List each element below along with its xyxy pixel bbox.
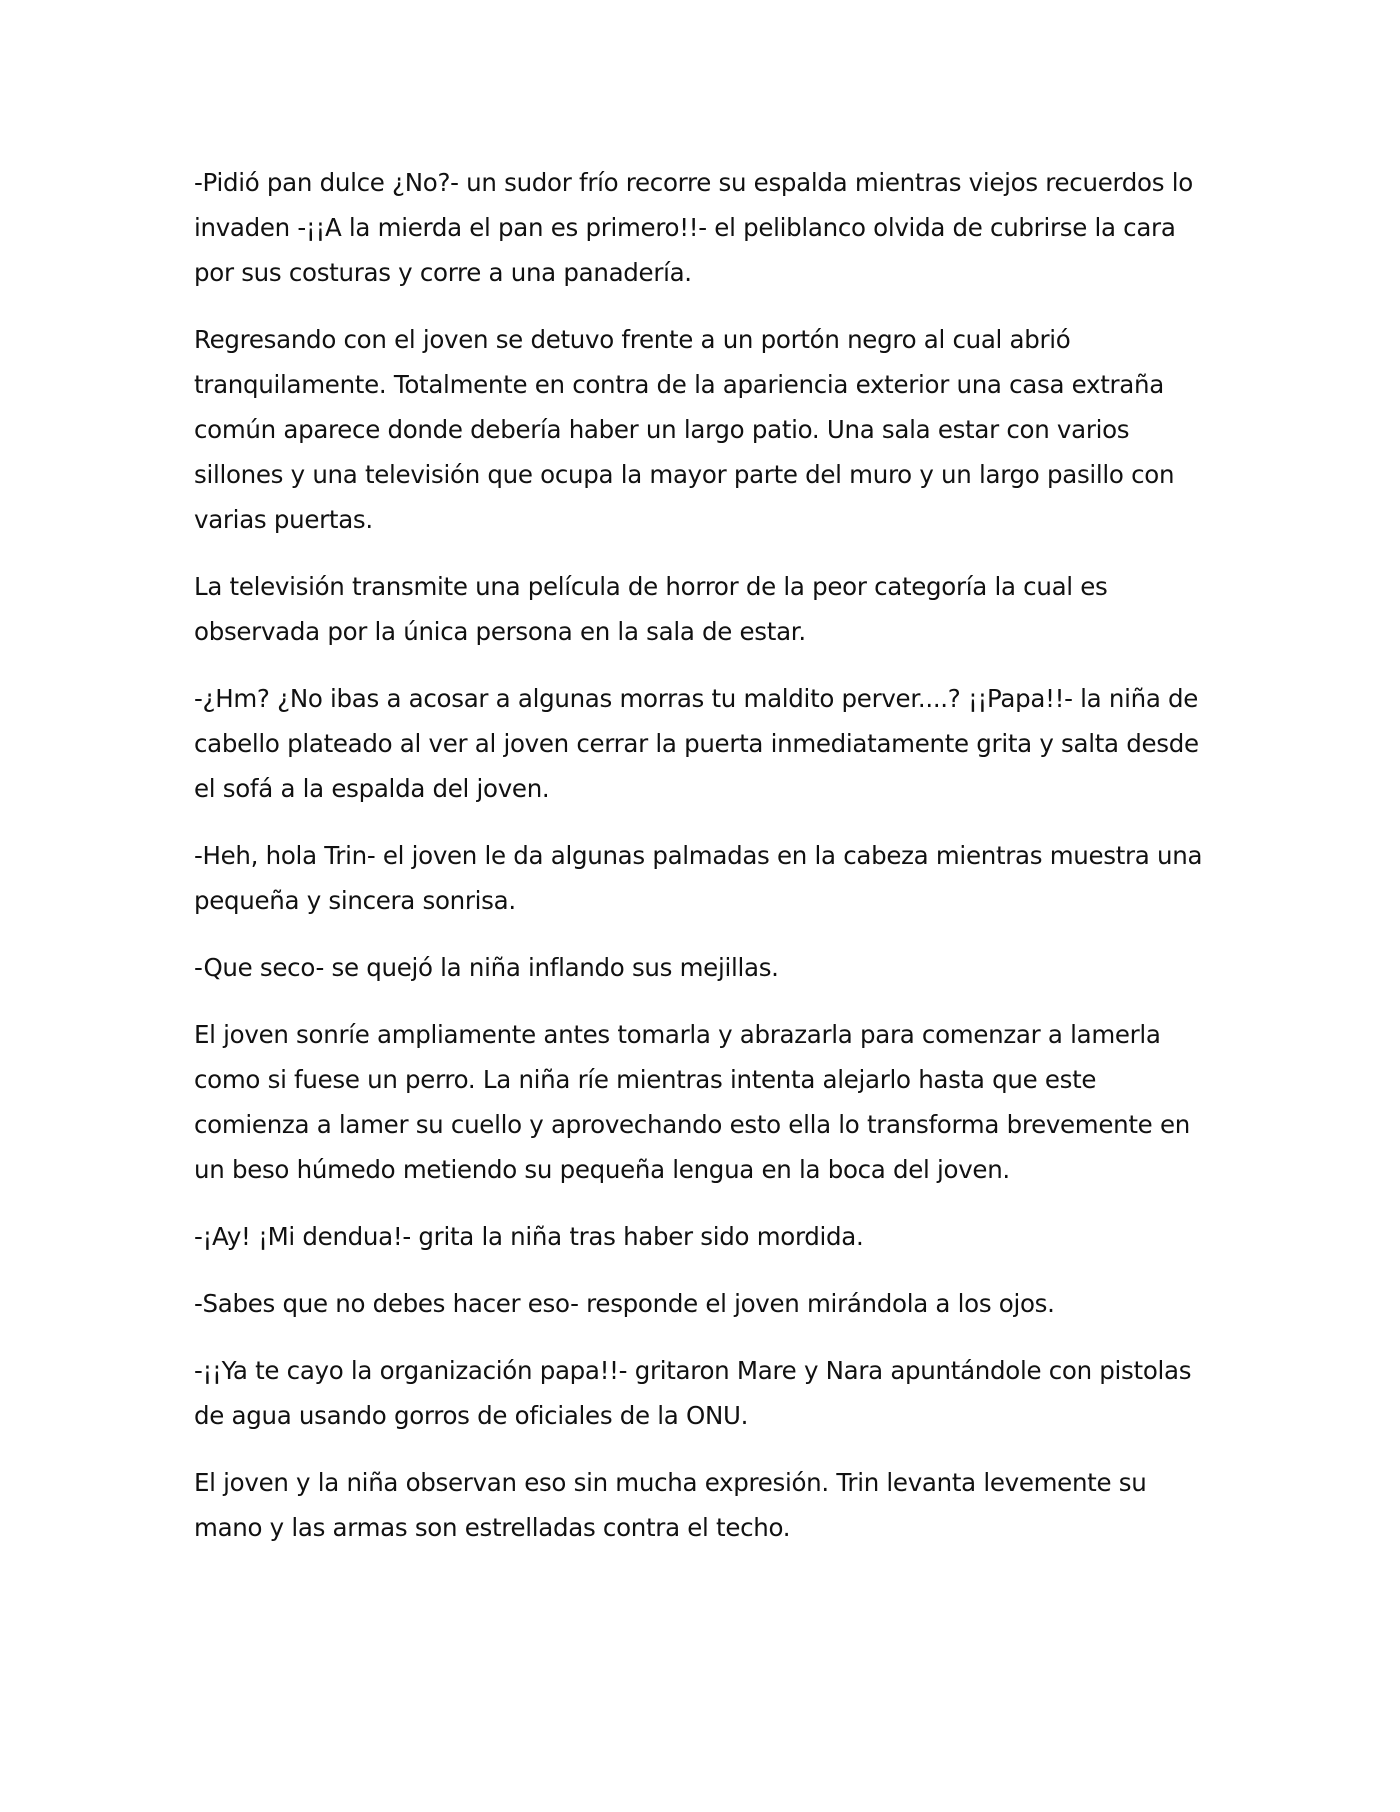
paragraph-1: -Pidió pan dulce ¿No?- un sudor frío recorre su espalda mientras viejos recuerdos lo invaden -¡¡A la mierda el pan es primero!!- el peliblanco olvida de cubrirse la cara por sus costuras y corre a una panadería. [194,168,1193,287]
paragraph-8: -¡Ay! ¡Mi dendua!- grita la niña tras haber sido mordida. [194,1222,864,1251]
document-body [194,160,1214,1572]
paragraph-3: La televisión transmite una película de horror de la peor categoría la cual es observada por la única persona en la sala de estar. [194,572,1108,646]
paragraph-6: -Que seco- se quejó la niña inflando sus mejillas. [194,953,779,982]
paragraph-4: -¿Hm? ¿No ibas a acosar a algunas morras tu maldito perver....? ¡¡Papa!!- la niña de cabello plateado al ver al joven cerrar la puerta inmediatamente grita y salta desde el sofá a la espalda del joven. [194,684,1199,803]
paragraph-11: El joven y la niña observan eso sin mucha expresión. Trin levanta levemente su mano y las armas son estrelladas contra el techo. [194,1468,1147,1542]
paragraph-10: -¡¡Ya te cayo la organización papa!!- gritaron Mare y Nara apuntándole con pistolas de agua usando gorros de oficiales de la ONU. [194,1356,1192,1430]
paragraph-2: Regresando con el joven se detuvo frente a un portón negro al cual abrió tranquilamente. Totalmente en contra de la apariencia exterior una casa extraña común aparece donde debería haber un largo patio. Una sala estar con varios sillones y una televisión que ocupa la mayor parte del muro y un largo pasillo con varias puertas. [194,325,1175,534]
paragraph-5: -Heh, hola Trin- el joven le da algunas palmadas en la cabeza mientras muestra una pequeña y sincera sonrisa. [194,841,1203,915]
paragraph-9: -Sabes que no debes hacer eso- responde el joven mirándola a los ojos. [194,1289,1055,1318]
paragraph-7: El joven sonríe ampliamente antes tomarla y abrazarla para comenzar a lamerla como si fuese un perro. La niña ríe mientras intenta alejarlo hasta que este comienza a lamer su cuello y aprovechando esto ella lo transforma brevemente en un beso húmedo metiendo su pequeña lengua en la boca del joven. [194,1020,1190,1184]
